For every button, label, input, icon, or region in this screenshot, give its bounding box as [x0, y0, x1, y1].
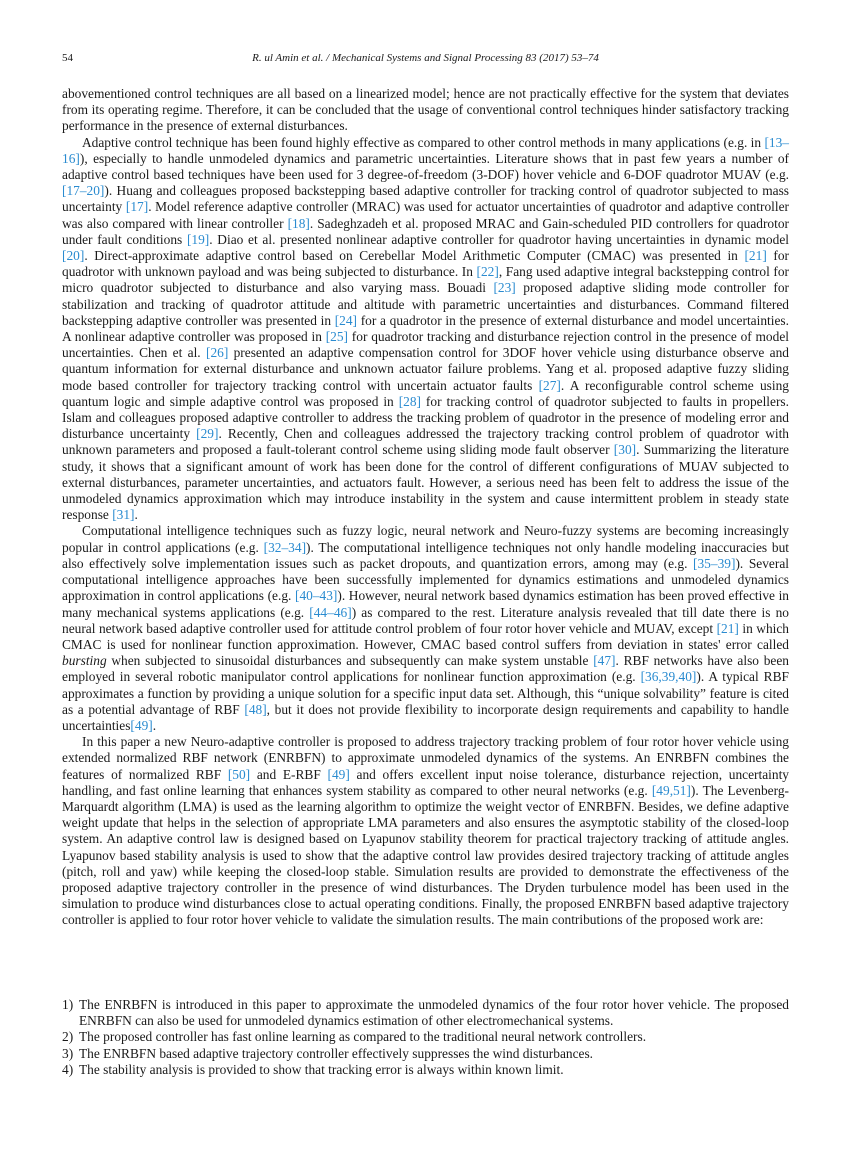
citation-link[interactable]: [31] — [112, 507, 135, 523]
text-run: presented an adaptive compensation control for 3DOF hover vehicle using disturbance observe and quantum information for external disturbance and unknown actuator failure problems. Yang et al. proposed adaptive fuzzy sliding mode based controller for trajectory tracking control with uncertain actuator faults — [62, 345, 790, 393]
citation-link[interactable]: [18] — [287, 215, 310, 231]
text-run: abovementioned control techniques are all based on a linearized model; hence are not practically effective for the system that deviates from its operating regime. Therefore, it can be concluded that the usage of conventional control techniques hinder satisfactory tracking performance in the presence of external disturbances. — [62, 86, 789, 134]
text-run: . Sadeghzadeh et al. proposed MRAC and Gain-scheduled PID controllers for quadrotor under fault conditions — [62, 215, 789, 247]
list-number: 3) — [62, 1045, 74, 1061]
citation-link[interactable]: [30] — [613, 442, 637, 458]
citation-link[interactable]: [49] — [130, 717, 153, 733]
list-item — [62, 1046, 789, 1062]
citation-link[interactable]: [48] — [244, 701, 267, 717]
text-run: ). However, neural network based dynamics estimation has been proved effective in many mechanical systems applications (e.g. — [62, 588, 789, 620]
page-header — [62, 52, 789, 68]
text-run: when subjected to sinusoidal disturbances and subsequently can make system unstable — [106, 653, 594, 669]
citation-link[interactable]: [28] — [398, 393, 421, 409]
list-item-text: The stability analysis is provided to show that tracking error is always within known limit. — [79, 1061, 564, 1077]
text-run: . Diao et al. presented nonlinear adaptive controller for quadrotor having uncertainties in dynamic model — [209, 231, 789, 247]
text-run: and offers excellent input noise tolerance, disturbance rejection, uncertainty handling, and fast online learning that enhances system stability as compared to other neural networks (e.g. — [62, 766, 790, 798]
text-run: in which CMAC is used for nonlinear function approximation. However, CMAC based control suffers from deviation in states' error called — [62, 620, 790, 652]
text-run: . Summarizing the literature study, it shows that a significant amount of work has been done for the control of different configurations of MUAV subjected to external disturbances, parameter uncertainties, and actuators fault. However, a serious need has been felt to address the issue of the unmodeled dynamics approximation which may introduce instability in the system and cause intermittent problem in steady state response — [62, 442, 789, 523]
text-run: ) as compared to the rest. Literature analysis revealed that till date there is no neural network based adaptive controller used for attitude control problem of four rotor hover vehicle and MUAV, except — [62, 604, 789, 636]
citation-link[interactable]: [32–34] — [263, 539, 307, 555]
text-run: ). The Levenberg-Marquardt algorithm (LMA) is used as the learning algorithm to optimize the weight vector of ENRBFN. Besides, we define adaptive weight update that helps in the selection of appropriate LMA parameters and also ensures the asymptotic stability of the closed-loop system. An adaptive control law is designed based on Lyapunov stability theorem for practical trajectory tracking of attitude angles. Lyapunov based stability analysis is used to show that the adaptive control law provides desired trajectory tracking of attitude angles (pitch, roll and yaw) while keeping the closed-loop stable. Simulation results are provided to demonstrate the effectiveness of the proposed adaptive trajectory controller in the presence of wind disturbances. The Dryden turbulence model has been used in the simulation to produce wind disturbances close to actual operating conditions. Finally, the proposed ENRBFN based adaptive trajectory controller is applied to four rotor hover vehicle to validate the simulation results. The main contributions of the proposed work are: — [62, 782, 789, 928]
text-run: . RBF networks have also been employed in several robotic manipulator control applications for nonlinear function approximation (e.g. — [62, 653, 789, 685]
citation-link[interactable]: [21] — [716, 620, 739, 636]
text-run: Adaptive control technique has been found highly effective as compared to other control methods in many applications (e.g. in — [82, 134, 765, 150]
citation-link[interactable]: [17] — [125, 199, 149, 215]
citation-link[interactable]: [21] — [744, 248, 767, 264]
citation-link[interactable]: [44–46] — [309, 604, 352, 620]
citation-link[interactable]: [36,39,40] — [640, 669, 697, 685]
citation-link[interactable]: [47] — [593, 653, 616, 669]
text-run: , but it does not provide flexibility to incorporate design requirements and capability to handle uncertainties — [62, 701, 789, 733]
text-run: Computational intelligence techniques such as fuzzy logic, neural network and Neuro-fuzzy systems are becoming increasingly popular in control applications (e.g. — [62, 523, 789, 555]
citation-link[interactable]: [27] — [538, 377, 561, 393]
citation-link[interactable]: [19] — [186, 231, 210, 247]
citation-link[interactable]: [26] — [205, 345, 229, 361]
text-run: ). Huang and colleagues proposed backstepping based adaptive controller for tracking control of quadrotor subjected to mass uncertainty — [62, 183, 789, 215]
text-run: and E-RBF — [250, 766, 328, 782]
text-run: , Fang used adaptive integral backstepping control for micro quadrotor subjected to disturbance and also varying mass. Bouadi — [62, 264, 789, 296]
paragraph-1 — [62, 86, 789, 135]
paragraph-2 — [62, 135, 789, 524]
list-item-text: The ENRBFN based adaptive trajectory controller effectively suppresses the wind disturbances. — [79, 1045, 594, 1061]
citation-link[interactable]: [23] — [493, 280, 516, 296]
page-number: 54 — [62, 52, 73, 64]
list-number: 4) — [62, 1061, 74, 1077]
text-run: for tracking control of quadrotor subjected to faults in propellers. Islam and colleagues proposed adaptive controller to address the tracking problem of quadrotor in the presence of modeling error and disturbance uncertainty — [62, 393, 789, 442]
text-run: . Model reference adaptive controller (MRAC) was used for actuator uncertainties of quadrotor and adaptive controller was also compared with linear controller — [62, 199, 789, 231]
citation-link[interactable]: [24] — [334, 312, 358, 328]
text-run: for quadrotor tracking and disturbance rejection control in the presence of model uncertainties. Chen et al. — [62, 329, 789, 361]
citation-link[interactable]: [49,51] — [651, 782, 691, 798]
running-title: R. ul Amin et al. / Mechanical Systems and Signal Processing 83 (2017) 53–74 — [252, 52, 599, 64]
citation-link[interactable]: [29] — [196, 426, 219, 442]
citation-link[interactable]: [25] — [325, 329, 349, 345]
text-run: . Direct-approximate adaptive control based on Cerebellar Model Arithmetic Computer (CMAC) was presented in — [84, 248, 745, 264]
list-number: 1) — [62, 997, 74, 1012]
emphasis-term: bursting — [62, 653, 107, 669]
citation-link[interactable]: [49] — [327, 766, 350, 782]
text-run: ). Several computational intelligence approaches have been successfully implemented for dynamics estimations and unmodeled dynamics approximation in control applications (e.g. — [62, 555, 789, 604]
text-run: . — [134, 507, 138, 523]
list-number: 2) — [62, 1029, 74, 1045]
contributions-list — [62, 997, 789, 1078]
citation-link[interactable]: [50] — [227, 766, 251, 782]
list-item — [62, 1029, 789, 1045]
text-run: ). A typical RBF approximates a function by providing a unique solution for a specific input data set. Although, this “unique solvability” feature is cited as a potential advantage of RBF — [62, 669, 789, 717]
citation-link[interactable]: [22] — [476, 264, 499, 280]
paragraph-3 — [62, 523, 789, 734]
citation-link[interactable]: [20] — [62, 248, 85, 264]
citation-link[interactable]: [40–43] — [294, 588, 338, 604]
list-item-text: The ENRBFN is introduced in this paper to approximate the unmodeled dynamics of the four rotor hover vehicle. The proposed ENRBFN can also be used for unmodeled dynamics estimation of other electromechanical systems. — [79, 997, 789, 1029]
list-item — [62, 997, 789, 1029]
text-run: . A reconfigurable control scheme using quantum logic and simple adaptive control was proposed in — [62, 377, 789, 409]
text-run: . — [152, 717, 157, 733]
text-run: In this paper a new Neuro-adaptive controller is proposed to address trajectory tracking problem of four rotor hover vehicle using extended normalized RBF network (ENRBFN) to approximate unmodeled dynamics of the systems. An ENRBFN combines the features of normalized RBF — [62, 734, 789, 782]
text-run: ), especially to handle unmodeled dynamics and parametric uncertainties. Literature shows that in past few years a number of adaptive control based techniques have been used for 3 degree-of-freedom (3-DOF) hover vehicle and 6-DOF quadrotor MUAV (e.g. — [62, 150, 789, 183]
text-run: proposed adaptive sliding mode controller for stabilization and tracking of quadrotor attitude and altitude with parametric uncertainties and disturbances. Command filtered backstepping adaptive controller was presented in — [62, 280, 789, 328]
citation-link[interactable]: [17–20] — [62, 183, 105, 199]
text-run: for a quadrotor in the presence of external disturbance and model uncertainties. A nonlinear adaptive controller was proposed in — [62, 312, 789, 345]
body-text — [62, 86, 789, 929]
list-item-text: The proposed controller has fast online learning as compared to the traditional neural network controllers. — [79, 1029, 647, 1045]
list-item — [62, 1062, 789, 1078]
citation-link[interactable]: [13–16] — [62, 134, 789, 166]
text-run: for quadrotor with unknown payload and was being subjected to disturbance. In — [62, 248, 789, 280]
paragraph-4 — [62, 734, 789, 928]
text-run: ). The computational intelligence techniques not only handle modeling inaccuracies but also effectively solve implementation issues such as packet dropouts, and quantization errors, among may (e.g. — [62, 539, 789, 571]
text-run: . Recently, Chen and colleagues addressed the trajectory tracking control problem of quadrotor with unknown parameters and proposed a fault-tolerant control scheme using sliding mode fault observer — [62, 426, 790, 458]
citation-link[interactable]: [35–39] — [693, 555, 736, 571]
